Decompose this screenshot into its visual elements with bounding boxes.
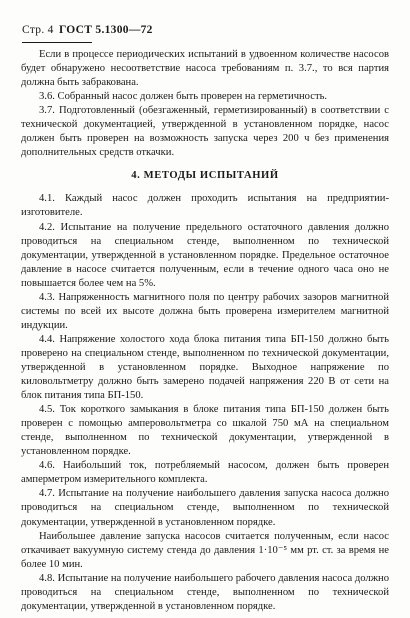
paragraph-3-6: 3.6. Собранный насос должен быть проверен на герметичность. [39, 91, 328, 103]
paragraph-3-5-cont: Если в процессе периодических испытаний в удвоенном количестве насосов будет обнаружено несоответствие насоса требованиям п. 3.7., то вся партия должна быть забракована. [21, 49, 389, 89]
paragraph-4-5: 4.5. Ток короткого замыкания в блоке питания типа БП-150 должен быть проверен с помощью амперовольтметра со шкалой 750 мА на специальном стенде, выполненном по технической документации, утвержденной в установленном порядке. [21, 404, 389, 458]
section-heading: 4. МЕТОДЫ ИСПЫТАНИЙ [131, 170, 279, 182]
paragraph-4-8: 4.8. Испытание на получение наибольшего рабочего давления насоса должно проводиться на специальном стенде, выполненном по технической документации, утвержденной в установленном порядке. [21, 572, 389, 612]
page-header [22, 24, 153, 36]
paragraph-4-1: 4.1. Каждый насос должен проходить испытания на предприятии-изготовителе. [21, 193, 389, 219]
paragraph-4-3: 4.3. Напряженность магнитного поля по центру рабочих зазоров магнитной системы по всей их высоте должна быть проверена измерителем магнитной индукции. [21, 291, 389, 331]
paragraph-4-6: 4.6. Наибольший ток, потребляемый насосом, должен быть проверен амперметром измерительного комплекта. [21, 460, 389, 486]
paragraph-3-7: 3.7. Подготовленный (обезгаженный, герметизированный) в соответствии с технической документацией, утвержденной в установленном порядке, насос должен быть проверен на возможность запуска через 200 ч без применения дополнительных средств откачки. [21, 105, 389, 159]
header-rule [22, 42, 92, 43]
paragraph-4-4: 4.4. Напряжение холостого хода блока питания типа БП-150 должно быть проверено на специальном стенде, выполненном по технической документации, утвержденной в установленном порядке. Выходное напряжение по киловольтметру должно быть замерено подачей напряжения 220 В от сети на блок питания типа БП-150. [21, 333, 389, 402]
paragraph-4-7-note: Наибольшее давление запуска насосов считается полученным, если насос откачивает вакуумную систему стенда до давления 1·10⁻⁵ мм рт. ст. за время не более 10 мин. [21, 530, 389, 570]
paragraph-4-2: 4.2. Испытание на получение предельного остаточного давления должно проводиться на специальном стенде, выполненном по технической документации, утвержденной в установленном порядке. Предельное остаточное давление в насосе считается полученным, если в течение одного часа оно не повышается более чем на 5%. [21, 221, 389, 289]
page-number-label: Стр. 4 [22, 24, 54, 36]
paragraph-4-7: 4.7. Испытание на получение наибольшего давления запуска насоса должно проводиться на специальном стенде, выполненном по технической документации, утвержденной в установленном порядке. [21, 488, 389, 528]
standard-code: ГОСТ 5.1300—72 [58, 24, 153, 36]
document-body [21, 48, 389, 614]
